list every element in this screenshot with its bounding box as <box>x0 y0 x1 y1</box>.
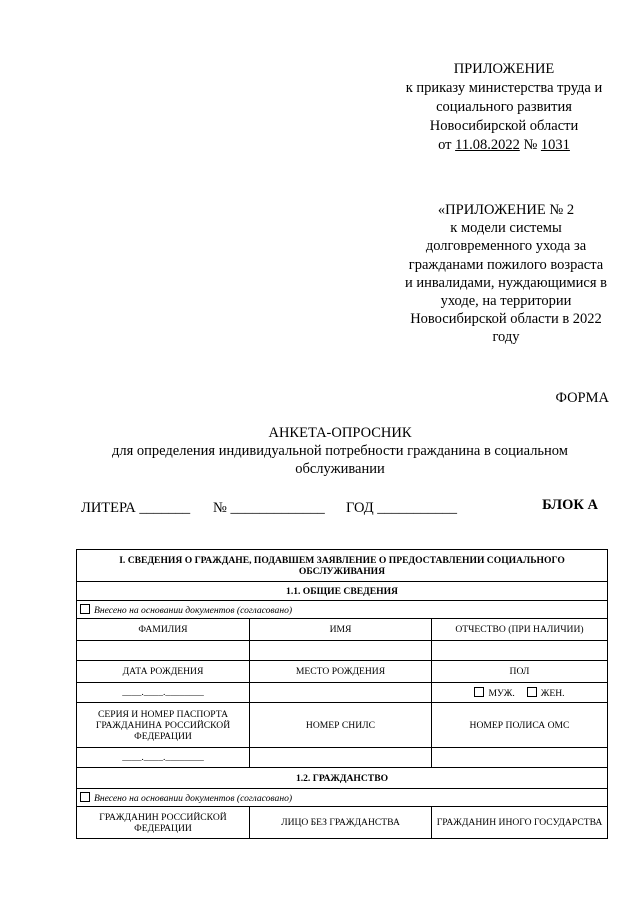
appendix2-line: гражданами пожилого возраста <box>408 256 604 273</box>
table-row <box>77 789 608 807</box>
table-row <box>77 550 608 582</box>
year-field[interactable]: ГОД ___________ <box>346 500 458 516</box>
order-number: 1031 <box>540 137 570 153</box>
citizenship-foreign[interactable]: ГРАЖДАНИН ИНОГО ГОСУДАРСТВА <box>432 807 608 839</box>
header-birthdate: ДАТА РОЖДЕНИЯ <box>77 661 250 683</box>
birthdate-input[interactable]: ____.____.________ <box>77 683 250 703</box>
passport-input[interactable]: ____.____.________ <box>77 748 250 768</box>
citizenship-rf[interactable]: ГРАЖДАНИН РОССИЙСКОЙ ФЕДЕРАЦИИ <box>77 807 250 839</box>
oms-input[interactable] <box>432 748 608 768</box>
table-row <box>77 748 608 768</box>
number-field[interactable]: № _____________ <box>213 500 325 516</box>
appendix2-line: к модели системы <box>450 220 562 237</box>
checkbox[interactable] <box>80 792 90 802</box>
citizenship-none[interactable]: ЛИЦО БЕЗ ГРАЖДАНСТВА <box>250 807 432 839</box>
appendix2-line: Новосибирской области в 2022 <box>410 311 602 328</box>
form-table <box>76 549 608 839</box>
appendix2-line: году <box>492 329 520 346</box>
header-surname: ФАМИЛИЯ <box>77 619 250 641</box>
appendix2-line: «ПРИЛОЖЕНИЕ № 2 <box>437 202 575 218</box>
doc-note: Внесено на основании документов (согласовано) <box>94 792 293 804</box>
header-name: ИМЯ <box>250 619 432 641</box>
appendix-line: социального развития <box>436 99 572 115</box>
appendix-line: к приказу министерства труда и <box>405 80 603 96</box>
subsection-heading: 1.1. ОБЩИЕ СВЕДЕНИЯ <box>77 582 608 601</box>
form-title-sub: для определения индивидуальной потребности гражданина в социальном <box>112 443 568 459</box>
table-row <box>77 807 608 839</box>
table-row <box>77 703 608 748</box>
female-checkbox[interactable] <box>527 687 537 697</box>
doc-note: Внесено на основании документов (согласовано) <box>94 604 293 616</box>
header-patronymic: ОТЧЕСТВО (ПРИ НАЛИЧИИ) <box>432 619 608 641</box>
table-row <box>77 683 608 703</box>
table-row <box>77 768 608 789</box>
table-row <box>77 661 608 683</box>
header-sex: ПОЛ <box>432 661 608 683</box>
order-date: 11.08.2022 <box>455 137 520 153</box>
form-title-main: АНКЕТА-ОПРОСНИК <box>268 425 412 441</box>
table-row <box>77 582 608 601</box>
patronymic-input[interactable] <box>432 641 608 661</box>
header-oms: НОМЕР ПОЛИСА ОМС <box>432 703 608 748</box>
appendix-line: Новосибирской области <box>429 118 579 134</box>
birthplace-input[interactable] <box>250 683 432 703</box>
header-passport: СЕРИЯ И НОМЕР ПАСПОРТА ГРАЖДАНИНА РОССИЙСКОЙ ФЕДЕРАЦИИ <box>77 703 250 748</box>
litera-field[interactable]: ЛИТЕРА _______ <box>81 500 191 516</box>
appendix2-line: уходе, на территории <box>440 293 572 310</box>
table-row <box>77 619 608 641</box>
forma-label: ФОРМА <box>555 390 609 406</box>
form-title-sub: обслуживании <box>295 461 385 477</box>
section-heading: I. СВЕДЕНИЯ О ГРАЖДАНЕ, ПОДАВШЕМ ЗАЯВЛЕНИЕ О ПРЕДОСТАВЛЕНИИ СОЦИАЛЬНОГО ОБСЛУЖИВАНИЯ <box>77 550 608 582</box>
block-label: БЛОК А <box>542 497 598 513</box>
surname-input[interactable] <box>77 641 250 661</box>
table-row <box>77 641 608 661</box>
subsection-heading: 1.2. ГРАЖДАНСТВО <box>77 768 608 789</box>
appendix2-header <box>390 201 622 347</box>
table-row <box>77 601 608 619</box>
appendix2-line: и инвалидами, нуждающимися в <box>404 274 608 291</box>
female-label: ЖЕН. <box>540 687 565 699</box>
snils-input[interactable] <box>250 748 432 768</box>
male-checkbox[interactable] <box>474 687 484 697</box>
male-label: МУЖ. <box>488 687 515 699</box>
appendix2-line: долговременного ухода за <box>425 238 587 255</box>
checkbox[interactable] <box>80 604 90 614</box>
header-snils: НОМЕР СНИЛС <box>250 703 432 748</box>
order-date-line <box>380 136 628 155</box>
order-num-sign: № <box>523 137 538 153</box>
appendix-header <box>380 60 628 155</box>
appendix-title: ПРИЛОЖЕНИЕ <box>453 61 555 77</box>
form-title <box>60 424 620 478</box>
header-birthplace: МЕСТО РОЖДЕНИЯ <box>250 661 432 683</box>
name-input[interactable] <box>250 641 432 661</box>
order-prefix: от <box>438 137 452 153</box>
